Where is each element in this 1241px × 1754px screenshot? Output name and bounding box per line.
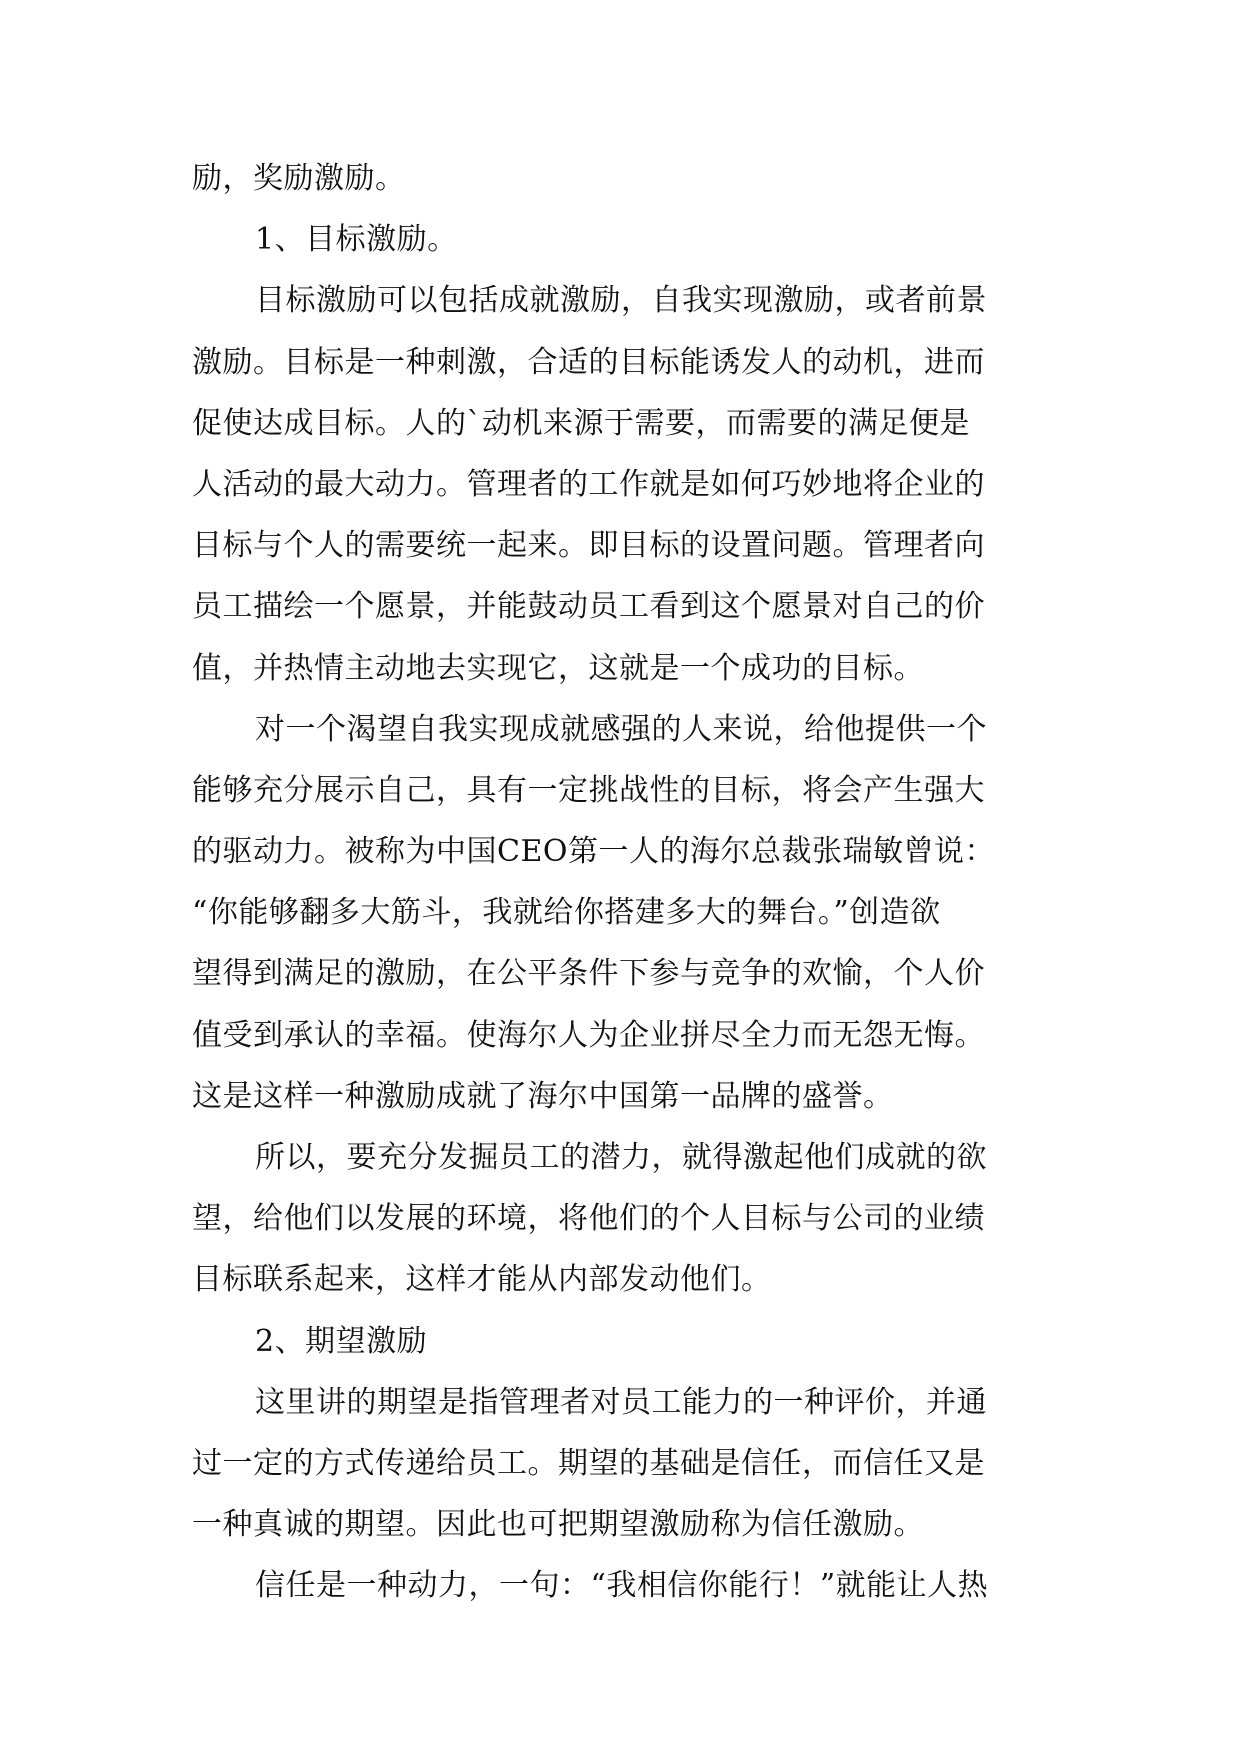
text-line: 一种真诚的期望。因此也可把期望激励称为信任激励。: [192, 1507, 924, 1543]
text-line: 这里讲的期望是指管理者对员工能力的一种评价，并通: [255, 1384, 987, 1420]
text-line: 所以，要充分发掘员工的潜力，就得激起他们成就的欲: [255, 1140, 987, 1175]
text-line: 励，奖励激励。: [192, 161, 406, 196]
text-line: 望得到满足的激励，在公平条件下参与竞争的欢愉，个人价: [192, 956, 985, 992]
text-line: 员工描绘一个愿景，并能鼓动员工看到这个愿景对自己的价: [192, 589, 985, 625]
text-line: 信任是一种动力，一句：“我相信你能行！”就能让人热: [255, 1568, 989, 1604]
text-line: 对一个渴望自我实现成就感强的人来说，给他提供一个: [255, 711, 987, 747]
text-line: 值，并热情主动地去实现它，这就是一个成功的目标。: [192, 650, 924, 686]
text-line: 目标联系起来，这样才能从内部发动他们。: [192, 1262, 772, 1298]
text-line: 促使达成目标。人的`动机来源于需要，而需要的满足便是: [192, 405, 970, 441]
section-heading: 1、目标激励。: [255, 222, 458, 258]
section-heading: 2、期望激励: [255, 1323, 428, 1359]
text-line: 的驱动力。被称为中国CEO第一人的海尔总裁张瑞敏曾说：: [192, 834, 995, 870]
text-line: 望，给他们以发展的环境，将他们的个人目标与公司的业绩: [192, 1201, 985, 1237]
text-line: 能够充分展示自己，具有一定挑战性的目标，将会产生强大: [192, 772, 985, 808]
text-line: 过一定的方式传递给员工。期望的基础是信任，而信任又是: [192, 1445, 985, 1481]
text-line: 值受到承认的幸福。使海尔人为企业拼尽全力而无怨无悔。: [192, 1017, 985, 1053]
text-line: “你能够翻多大筋斗，我就给你搭建多大的舞台。”创造欲: [192, 895, 941, 931]
text-line: 激励。目标是一种刺激，合适的目标能诱发人的动机，进而: [192, 344, 985, 380]
text-line: 人活动的最大动力。管理者的工作就是如何巧妙地将企业的: [192, 466, 985, 502]
text-line: 这是这样一种激励成就了海尔中国第一品牌的盛誉。: [192, 1078, 894, 1114]
text-line: 目标与个人的需要统一起来。即目标的设置问题。管理者向: [192, 528, 985, 564]
text-line: 目标激励可以包括成就激励，自我实现激励，或者前景: [255, 283, 987, 319]
document-body: [192, 148, 1062, 1617]
